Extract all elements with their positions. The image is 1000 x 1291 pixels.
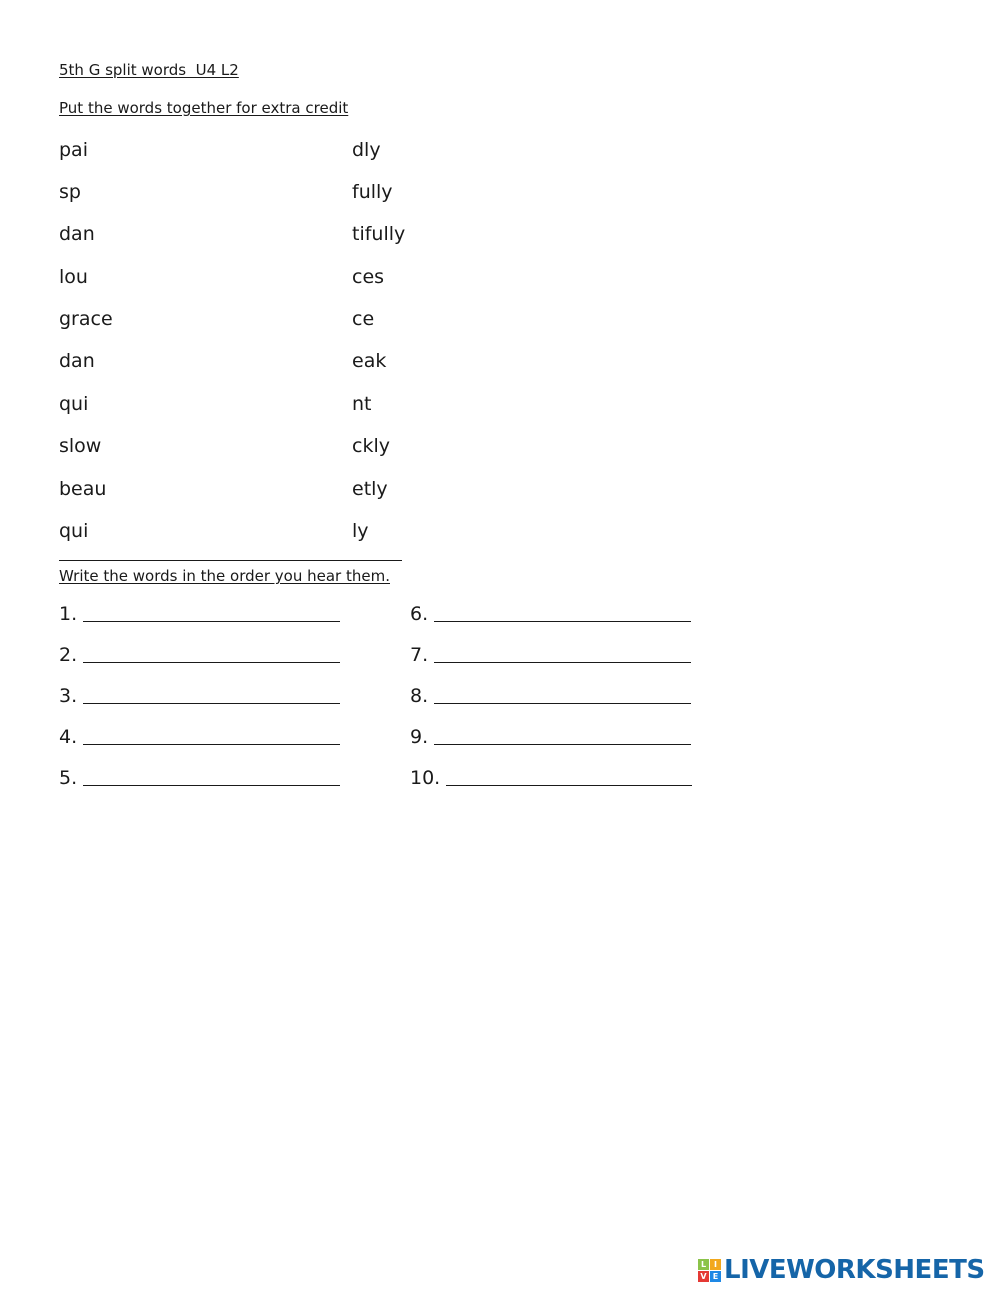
answer-number: 5.: [59, 767, 78, 789]
answer-blank-4[interactable]: [59, 726, 340, 748]
word-part-left-1: pai: [59, 139, 88, 161]
word-part-right-5: ce: [352, 308, 375, 330]
word-part-right-2: fully: [352, 181, 393, 203]
answer-line[interactable]: [83, 744, 340, 745]
word-part-right-7: nt: [352, 393, 372, 415]
answer-number: 1.: [59, 603, 78, 625]
answer-line[interactable]: [83, 621, 340, 622]
word-part-right-8: ckly: [352, 435, 390, 457]
word-part-right-9: etly: [352, 478, 388, 500]
word-part-left-10: qui: [59, 520, 89, 542]
answer-blank-2[interactable]: [59, 644, 340, 666]
answer-number: 2.: [59, 644, 78, 666]
worksheet-title: 5th G split words U4 L2: [59, 61, 239, 79]
answer-number: 3.: [59, 685, 78, 707]
answer-blank-3[interactable]: [59, 685, 340, 707]
answer-number: 6.: [410, 603, 429, 625]
answer-line[interactable]: [434, 662, 691, 663]
instruction-write-words: Write the words in the order you hear them.: [59, 567, 390, 585]
word-part-left-5: grace: [59, 308, 113, 330]
answer-line[interactable]: [446, 785, 692, 786]
answer-number: 7.: [410, 644, 429, 666]
word-part-left-9: beau: [59, 478, 107, 500]
logo-text: LIVEWORKSHEETS: [724, 1255, 985, 1285]
word-part-left-4: lou: [59, 266, 88, 288]
answer-blank-1[interactable]: [59, 603, 340, 625]
answer-blank-7[interactable]: [410, 644, 691, 666]
answer-line[interactable]: [83, 703, 340, 704]
answer-number: 10.: [410, 767, 441, 789]
answer-line[interactable]: [83, 785, 340, 786]
answer-line[interactable]: [83, 662, 340, 663]
instruction-combine-words: Put the words together for extra credit: [59, 99, 349, 117]
answer-number: 9.: [410, 726, 429, 748]
word-part-left-2: sp: [59, 181, 81, 203]
answer-blank-8[interactable]: [410, 685, 691, 707]
answer-blank-5[interactable]: [59, 767, 340, 789]
word-part-left-7: qui: [59, 393, 89, 415]
word-part-right-3: tifully: [352, 223, 406, 245]
answer-line[interactable]: [434, 621, 691, 622]
answer-blank-10[interactable]: [410, 767, 692, 789]
word-part-left-8: slow: [59, 435, 102, 457]
answer-blank-6[interactable]: [410, 603, 691, 625]
word-part-right-6: eak: [352, 350, 387, 372]
answer-line[interactable]: [434, 703, 691, 704]
word-part-right-10: ly: [352, 520, 369, 542]
liveworksheets-logo: [698, 1255, 985, 1285]
word-part-right-4: ces: [352, 266, 385, 288]
answer-blank-9[interactable]: [410, 726, 691, 748]
word-part-left-6: dan: [59, 350, 95, 372]
answer-line[interactable]: [434, 744, 691, 745]
answer-number: 8.: [410, 685, 429, 707]
logo-mark-icon: L I V E: [698, 1259, 721, 1282]
word-part-left-3: dan: [59, 223, 95, 245]
answer-number: 4.: [59, 726, 78, 748]
section-divider: [59, 560, 402, 561]
word-part-right-1: dly: [352, 139, 381, 161]
